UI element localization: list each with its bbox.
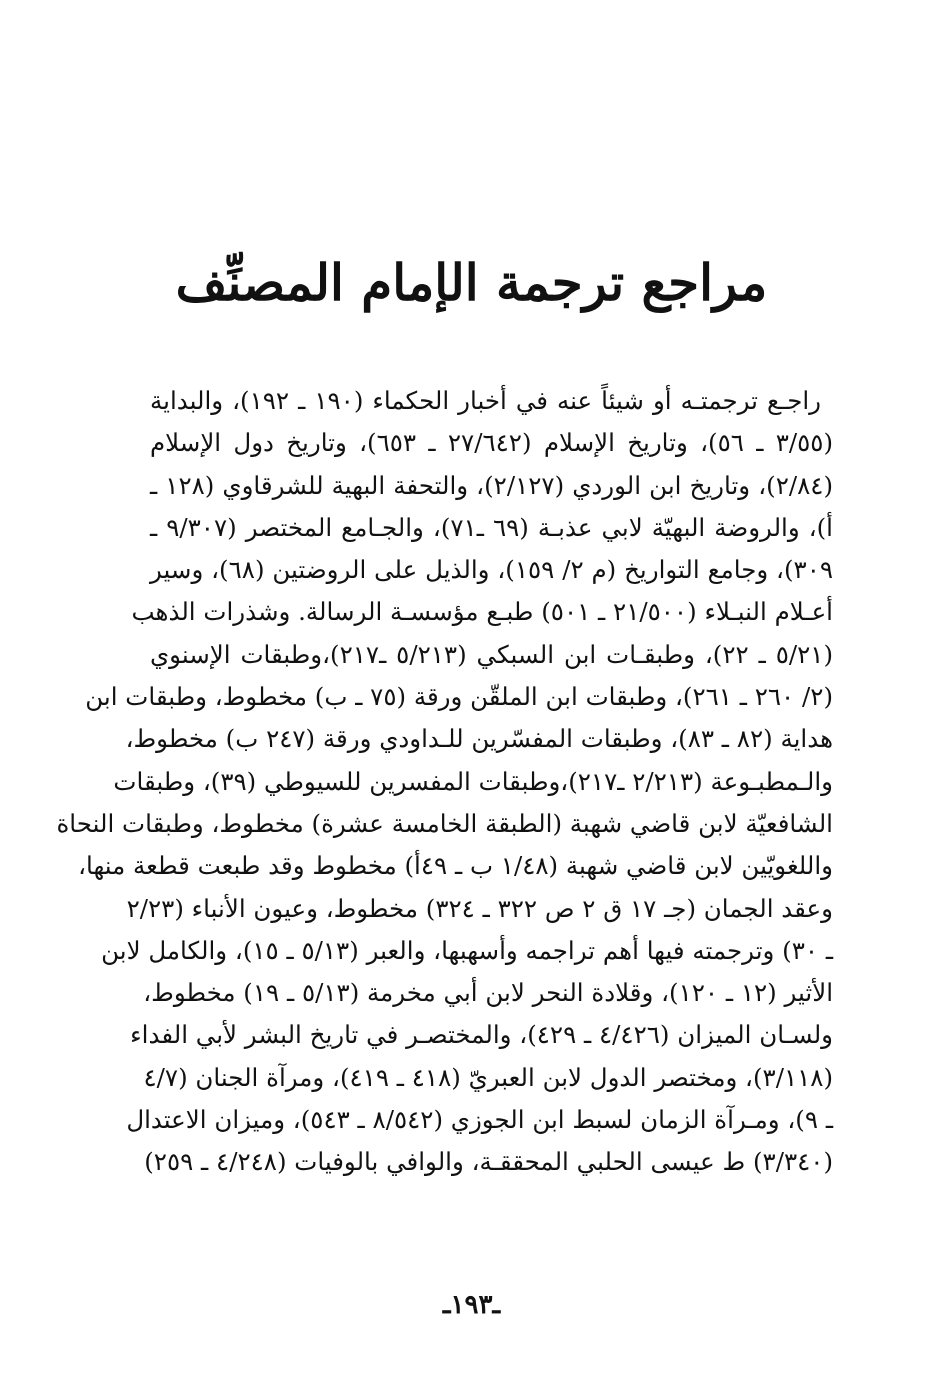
text-line: ٣٠٩)، وجامع التواريخ (م ٢/ ١٥٩)، والذيل على الروضتين (٦٨)، وسير (150, 555, 834, 585)
text-line: (٢/ ٢٦٠ ـ ٢٦١)، وطبقات ابن الملقّن ورقة (٧٥ ـ ب) مخطوط، وطبقات ابن (85, 682, 833, 712)
text-line: (٣/١١٨)، ومختصر الدول لابن العبريّ (٤١٨ ـ ٤١٩)، ومرآة الجنان (٤/٧ (143, 1062, 833, 1092)
text-line: والـمطبـوعة (٢/٢١٣ ـ٢١٧)،وطبقات المفسرين للسيوطي (٣٩)، وطبقات (113, 766, 833, 796)
text-line: راجـع ترجمتـه أو شيئاً عنه في أخبار الحكماء (١٩٠ ـ ١٩٢)، والبداية (150, 386, 821, 415)
text-line: (٢/٨٤)، وتاريخ ابن الوردي (٢/١٢٧)، والتحفة البهية للشرقاوي (١٢٨ ـ (150, 470, 833, 500)
text-line: ـ ٣٠) وترجمته فيها أهم تراجمه وأسهبها، والعبر (٥/١٣ ـ ١٥)، والكامل لابن (101, 935, 833, 965)
text-line: (٥/٢١ ـ ٢٢)، وطبقـات ابن السبكي (٥/٢١٣ ـ٢١٧)،وطبقات الإسنوي (150, 639, 834, 669)
text-line: الشافعيّة لابن قاضي شهبة (الطبقة الخامسة عشرة) مخطوط، وطبقات النحاة (56, 808, 833, 838)
text-line: ـ ٩)، ومـرآة الزمان لسبط ابن الجوزي (٨/٥٤٢ ـ ٥٤٣)، وميزان الاعتدال (126, 1105, 833, 1135)
references-paragraph (56, 380, 834, 1184)
chapter-title: مراجع ترجمة الإمام المصنِّف (175, 253, 768, 312)
page-number: ـ١٩٣ـ (442, 1290, 501, 1320)
text-line: الأثير (١٢ ـ ١٢٠)، وقلادة النحر لابن أبي مخرمة (٥/١٣ ـ ١٩) مخطوط، (143, 978, 833, 1008)
text-line: أعـلام النبـلاء (٢١/٥٠٠ ـ ٥٠١) طبـع مؤسسـة الرسالة. وشذرات الذهب (131, 597, 833, 627)
text-line: ولسـان الميزان (٤/٤٢٦ ـ ٤٢٩)، والمختصـر في تاريخ البشر لأبي الفداء (130, 1020, 833, 1050)
text-line: أ)، والروضة البهيّة لابي عذبـة (٦٩ ـ٧١)، والجـامع المختصر (٩/٣٠٧ ـ (150, 512, 833, 542)
text-line: واللغويّين لابن قاضي شهبة (١/٤٨ ب ـ ٤٩أ) مخطوط وقد طبعت قطعة منها، (78, 851, 833, 881)
text-line: وعقد الجمان (جـ ١٧ ق ٢ ص ٣٢٢ ـ ٣٢٤) مخطوط، وعيون الأنباء (٢/٢٣ (126, 893, 833, 923)
text-line: (٣/٣٤٠) ط عيسى الحلبي المحققـة، والوافي بالوفيات (٤/٢٤٨ ـ ٢٥٩) (144, 1147, 833, 1177)
text-line: (٣/٥٥ ـ ٥٦)، وتاريخ الإسلام (٢٧/٦٤٢ ـ ٦٥٣)، وتاريخ دول الإسلام (150, 428, 833, 458)
text-line: هداية (٨٢ ـ ٨٣)، وطبقات المفسّرين للـداودي ورقة (٢٤٧ ب) مخطوط، (125, 724, 833, 754)
